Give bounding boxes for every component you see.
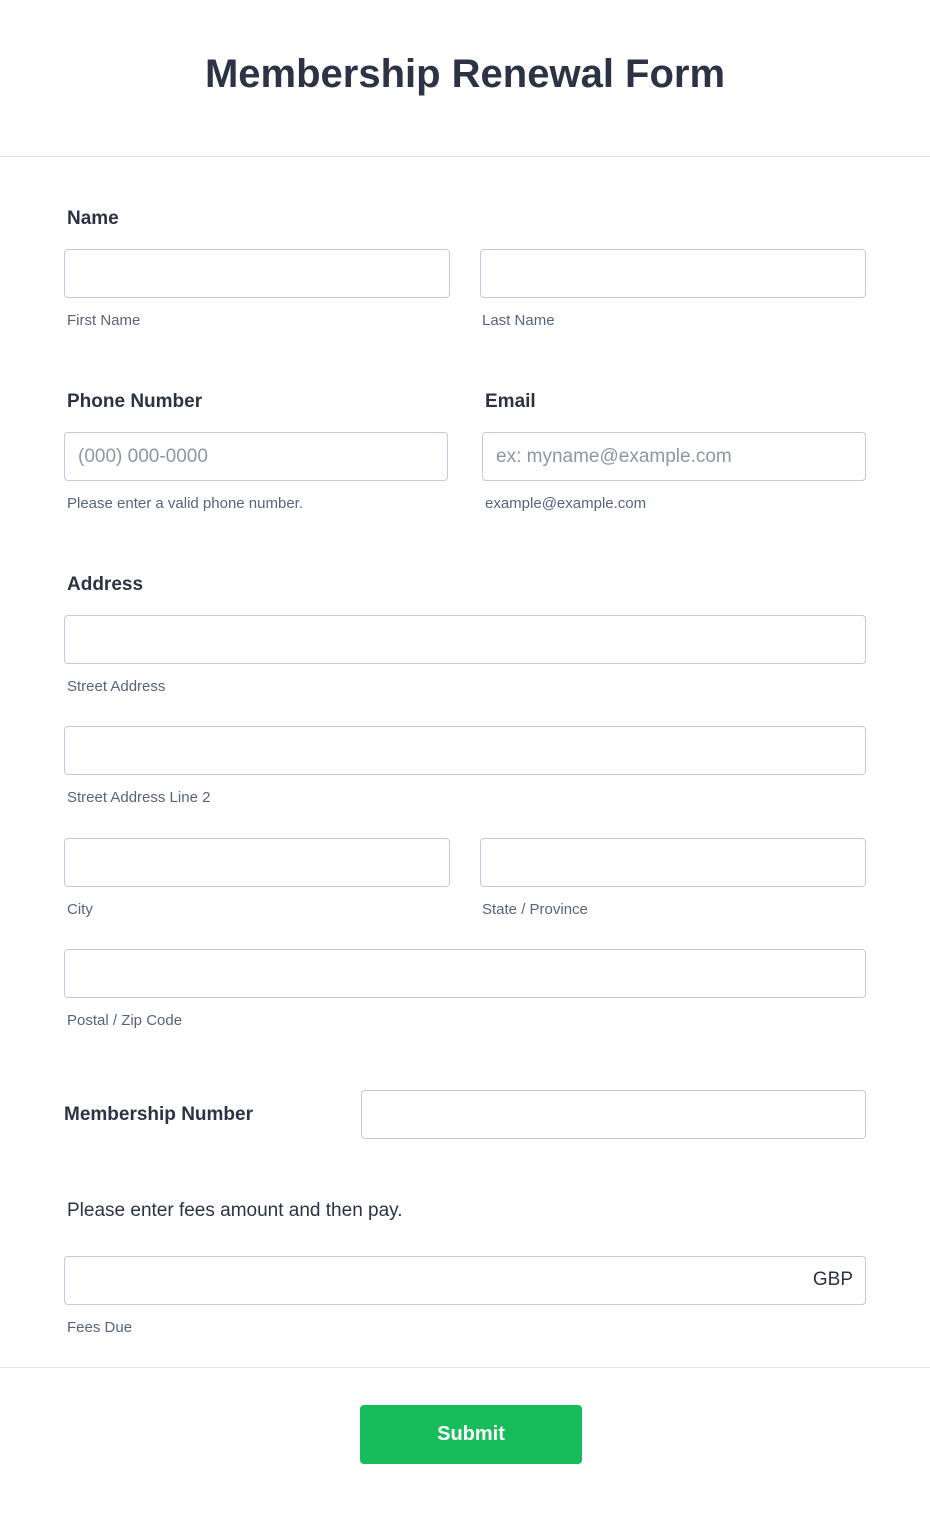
state-sublabel: State / Province	[482, 901, 588, 918]
header-divider	[0, 156, 930, 157]
membership-number-label: Membership Number	[64, 1104, 253, 1125]
phone-label: Phone Number	[67, 391, 203, 412]
city-input[interactable]	[64, 838, 450, 887]
form-title: Membership Renewal Form	[204, 52, 726, 96]
submit-button[interactable]: Submit	[360, 1405, 582, 1464]
street-address-input[interactable]	[64, 615, 866, 664]
email-label: Email	[485, 391, 536, 412]
city-sublabel: City	[67, 901, 93, 918]
address-label: Address	[67, 574, 144, 595]
fees-sublabel: Fees Due	[67, 1319, 133, 1336]
email-help: example@example.com	[485, 495, 647, 512]
street-address-line2-input[interactable]	[64, 726, 866, 775]
first-name-input[interactable]	[64, 249, 450, 298]
phone-help: Please enter a valid phone number.	[67, 495, 303, 512]
email-input[interactable]	[482, 432, 866, 481]
fees-input[interactable]	[64, 1256, 866, 1305]
street-address-sublabel: Street Address	[67, 678, 166, 695]
first-name-sublabel: First Name	[67, 312, 141, 329]
postal-code-input[interactable]	[64, 949, 866, 998]
phone-input[interactable]	[64, 432, 448, 481]
last-name-sublabel: Last Name	[482, 312, 555, 329]
last-name-input[interactable]	[480, 249, 866, 298]
membership-number-input[interactable]	[361, 1090, 866, 1139]
fees-intro: Please enter fees amount and then pay.	[67, 1200, 403, 1221]
postal-code-sublabel: Postal / Zip Code	[67, 1012, 183, 1029]
state-input[interactable]	[480, 838, 866, 887]
street-address-line2-sublabel: Street Address Line 2	[67, 789, 211, 806]
name-label: Name	[67, 208, 119, 229]
footer-divider	[0, 1367, 930, 1368]
currency-label: GBP	[812, 1269, 853, 1290]
